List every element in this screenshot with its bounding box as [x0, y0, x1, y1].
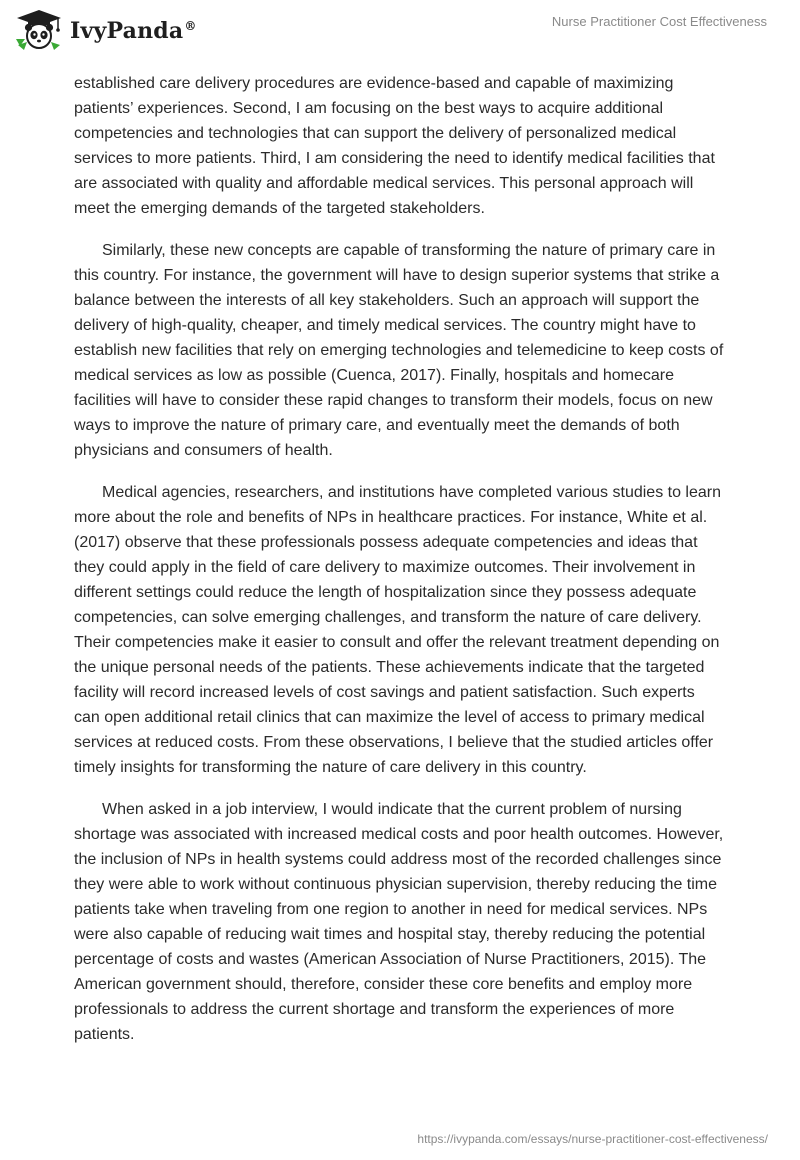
paragraph-1: established care delivery procedures are evidence-based and capable of maximizing patients’ experiences. Second, I am focusing on the best ways to acquire additional competencies and technologies that can support the delivery of personalized medical services to more patients. Third, I am considering the need to identify medical facilities that are associated with quality and affordable medical services. This personal approach will meet the emerging demands of the targeted stakeholders.	[74, 75, 715, 217]
paragraph-2: Similarly, these new concepts are capable of transforming the nature of primary care in this country. For instance, the government will have to design superior systems that strike a balance between the interests of all key stakeholders. Such an approach will support the delivery of high-quality, cheaper, and timely medical services. The country might have to establish new facilities that rely on emerging technologies and telemedicine to keep costs of medical services as low as possible (Cuenca, 2017). Finally, hospitals and homecare facilities will have to consider these rapid changes to transform their models, focus on new ways to improve the nature of primary care, and eventually meet the demands of both physicians and consumers of health.	[74, 242, 724, 459]
panda-graduate-icon	[14, 9, 64, 51]
registered-mark: ®	[184, 18, 197, 33]
ivypanda-logo[interactable]	[14, 9, 197, 51]
essay-body	[74, 71, 724, 1064]
brand-name: IvyPanda®	[70, 18, 197, 44]
page-header	[0, 0, 800, 70]
paragraph-3: Medical agencies, researchers, and institutions have completed various studies to learn more about the role and benefits of NPs in healthcare practices. For instance, White et al. (2017) observe that these professionals possess adequate competencies and ideas that they could apply in the field of care delivery to maximize outcomes. Their involvement in different settings could reduce the length of hospitalization since they possess adequate competencies, can solve emerging challenges, and transform the nature of care delivery. Their competencies make it easier to consult and offer the relevant treatment depending on the unique personal needs of the patients. These achievements indicate that the targeted facility will record increased levels of cost savings and patient satisfaction. Such experts can open additional retail clinics that can maximize the level of access to primary medical services at reduced costs. From these observations, I believe that the studied articles offer timely insights for transforming the nature of care delivery in this country.	[74, 484, 721, 776]
source-url[interactable]: https://ivypanda.com/essays/nurse-practitioner-cost-effectiveness/	[417, 1132, 768, 1146]
paragraph-4: When asked in a job interview, I would indicate that the current problem of nursing shortage was associated with increased medical costs and poor health outcomes. However, the inclusion of NPs in health systems could address most of the recorded challenges since they were able to work without continuous physician supervision, thereby reducing the time patients take when traveling from one region to another in need for medical services. NPs were also capable of reducing wait times and hospital stay, thereby reducing the potential percentage of costs and wastes (American Association of Nurse Practitioners, 2015). The American government should, therefore, consider these core benefits and employ more professionals to address the current shortage and transform the experiences of more patients.	[74, 801, 724, 1043]
document-title: Nurse Practitioner Cost Effectiveness	[551, 14, 767, 29]
